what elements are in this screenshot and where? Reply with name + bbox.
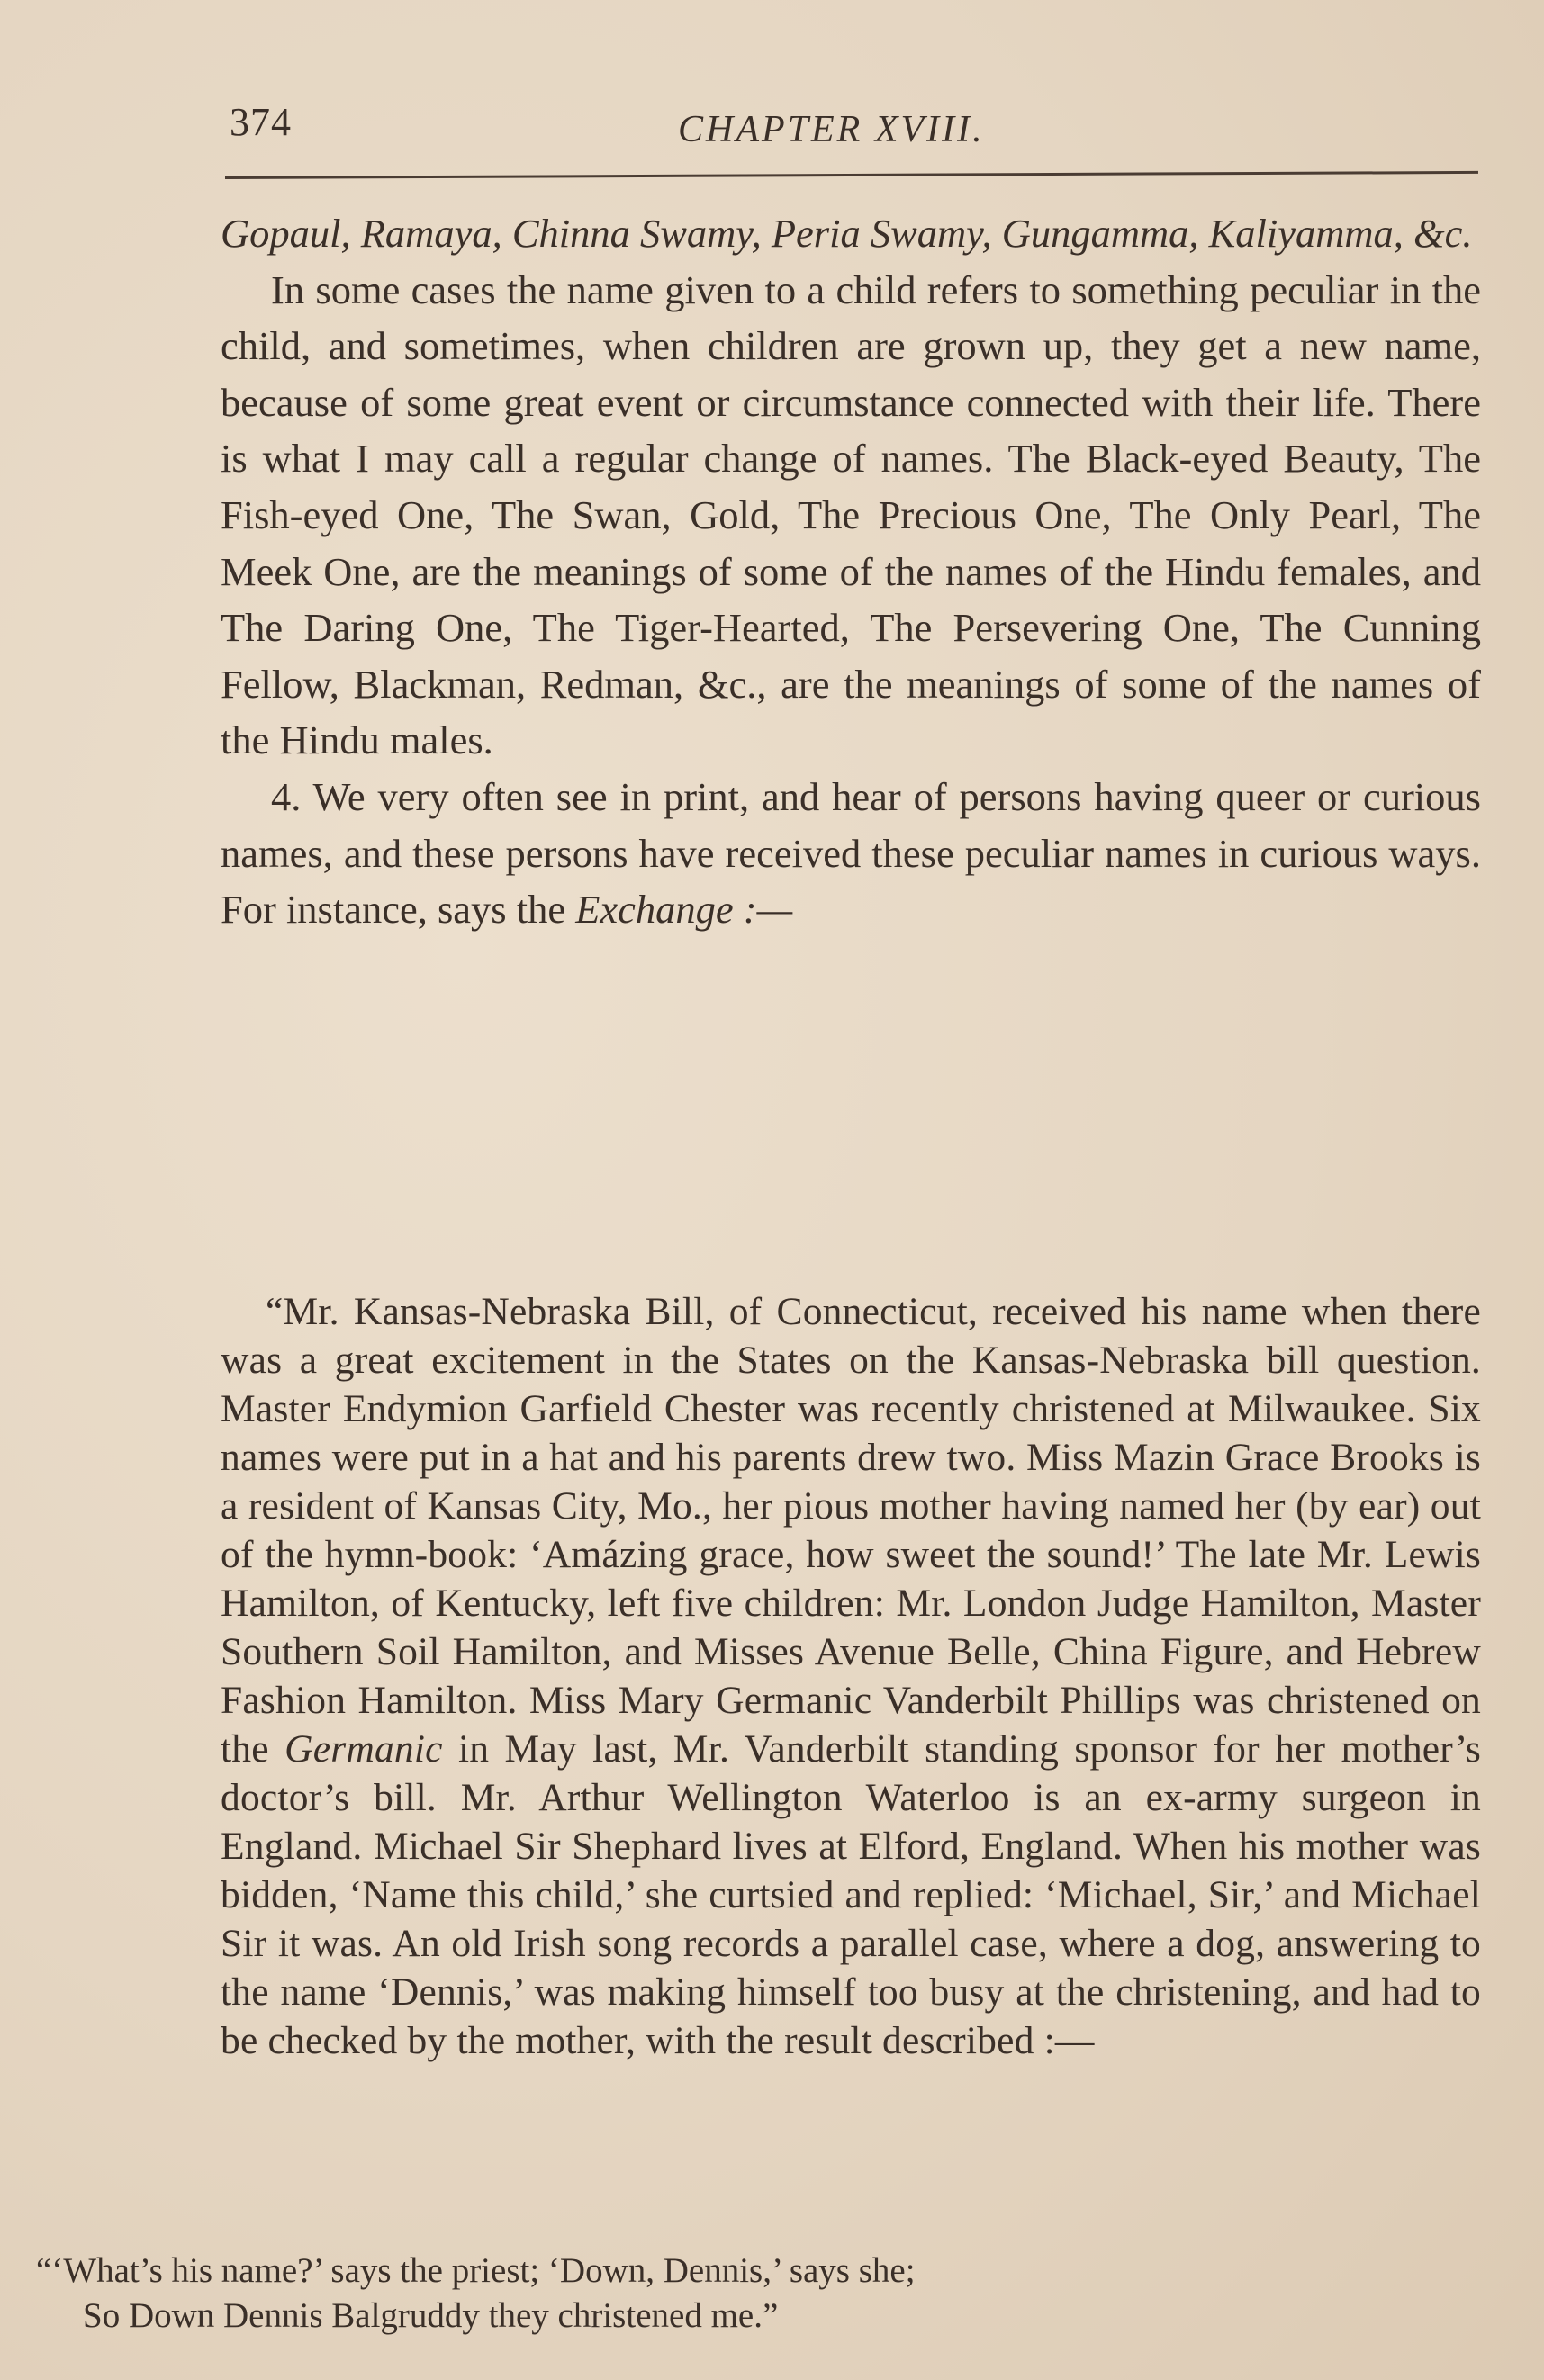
verse-quotation (36, 2249, 1206, 2339)
page-number: 374 (230, 100, 292, 144)
quotation-part-1: “Mr. Kansas-Nebraska Bill, of Connecticut, received his name when there was a great excitement in the States on the Kansas-Nebraska bill question. Master Endymion Garfield Chester was recently christened at Milwaukee. Six names were put in a hat and his parents drew two. Miss Mazin Grace Brooks is a resident of Kansas City, Mo., her pious mother having named her (by ear) out of the hymn-book: ‘Amázing grace, how sweet the sound!’ The late Mr. Lewis Hamilton, of Kentucky, left five children: Mr. London Judge Hamilton, Master Southern Soil Hamilton, and Misses Avenue Belle, China Figure, and Hebrew Fashion Hamilton. Miss Mary Germanic Vanderbilt Phillips was christened on the (221, 1290, 1481, 1771)
chapter-title: CHAPTER XVIII. (678, 109, 985, 150)
paragraph-name-meanings: In some cases the name given to a child refers to something peculiar in the child, and sometimes, when children are grown up, they get a new name, because of some great event or circumstance connected with their life. There is what I may call a regular change of names. The Black-eyed Beauty, The Fish-eyed One, The Swan, Gold, The Precious One, The Only Pearl, The Meek One, are the meanings of some of the names of the Hindu females, and The Daring One, The Tiger-Hearted, The Persevering One, The Cunning Fellow, Blackman, Redman, &c., are the meanings of some of the names of the Hindu males. (221, 266, 1481, 763)
body-text (221, 205, 1481, 938)
paragraph-curious-names-intro (221, 769, 1481, 938)
source-exchange: Exchange :— (575, 887, 793, 933)
quotation-text (221, 1287, 1481, 2065)
paragraph-names-continuation: Gopaul, Ramaya, Chinna Swamy, Peria Swamy, Gungamma, Kaliyamma, &c. (221, 211, 1473, 256)
verse-line-2: So Down Dennis Balgruddy they christened me.” (83, 2296, 779, 2335)
ship-name: Germanic (284, 1727, 443, 1771)
quotation-part-2: in May last, Mr. Vanderbilt standing sponsor for her mother’s doctor’s bill. Mr. Arthur Wellington Waterloo is an ex-army surgeon in England. Michael Sir Shephard lives at Elford, England. When his mother was bidden, ‘Name this child,’ she curtsied and replied: ‘Michael, Sir,’ and Michael Sir it was. An old Irish song records a parallel case, where a dog, answering to the name ‘Dennis,’ was making himself too busy at the christening, and had to be checked by the mother, with the result described :— (221, 1727, 1482, 2062)
running-head (221, 90, 1481, 171)
verse-line-1: “‘What’s his name?’ says the priest; ‘Down, Dennis,’ says she; (36, 2251, 916, 2290)
intro-text: 4. We very often see in print, and hear of persons having queer or curious names, and these persons have received these peculiar names in curious ways. For instance, says the (221, 773, 1481, 933)
book-page (221, 90, 1482, 2062)
block-quotation (221, 1287, 1481, 2065)
header-rule (225, 171, 1478, 179)
